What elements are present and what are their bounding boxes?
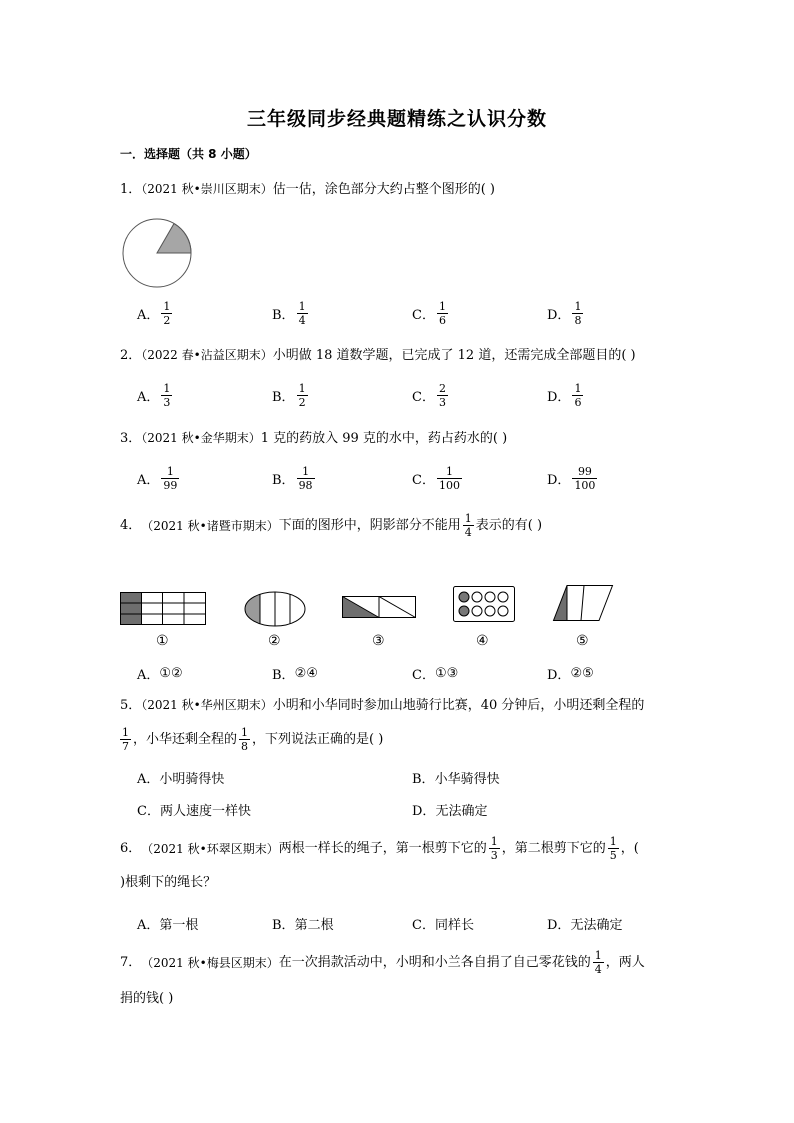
question-text: 估一估，涂色部分大约占整个图形的( ) — [272, 182, 495, 197]
question-source: （2021 秋•环翠区期末） — [141, 841, 279, 856]
numerator: 1 — [574, 382, 582, 395]
question-source: （2021 秋•金华期末） — [141, 431, 261, 445]
fraction — [489, 835, 500, 862]
numerator: 1 — [609, 835, 617, 848]
option-label: D． — [547, 473, 571, 488]
question-source: （2021 秋•梅县区期末） — [141, 955, 279, 970]
figure-2-ellipse — [244, 591, 306, 627]
question-7-line-2: 捐的钱( ) — [120, 991, 174, 1006]
option-label: D． — [412, 804, 436, 819]
figure-3-triangles — [342, 596, 416, 618]
denominator: 3 — [163, 396, 171, 409]
option-label: D． — [547, 918, 571, 933]
question-number: 7． — [120, 954, 142, 970]
fraction — [120, 726, 131, 753]
numerator: 1 — [163, 382, 171, 395]
q3-option-a[interactable] — [137, 465, 181, 492]
figure-4-circles — [453, 586, 515, 622]
option-text: 无法确定 — [435, 804, 488, 819]
question-number: 2． — [120, 348, 142, 363]
numerator: 1 — [490, 835, 498, 848]
q1-option-b[interactable] — [272, 300, 310, 327]
numerator: 1 — [298, 382, 306, 395]
denominator: 3 — [490, 849, 498, 862]
option-label: A． — [137, 390, 160, 405]
option-label: A． — [137, 473, 160, 488]
q1-option-a[interactable] — [137, 300, 174, 327]
numerator: 1 — [438, 300, 446, 313]
denominator: 4 — [298, 314, 306, 327]
denominator: 6 — [574, 396, 582, 409]
option-label: B． — [272, 668, 295, 683]
question-text: 两根一样长的绳子，第一根剪下它的 — [278, 840, 487, 856]
numerator: 1 — [241, 726, 249, 739]
option-label: C． — [412, 668, 435, 683]
numerator: 1 — [594, 949, 602, 962]
question-text: 小明做 18 道数学题，已完成了 12 道，还需完成全部题目的( ) — [272, 348, 636, 363]
question-text: 下面的图形中，阴影部分不能用 — [278, 517, 461, 533]
figure-1-grid — [120, 592, 206, 625]
question-number: 4． — [120, 517, 142, 533]
option-label: C． — [412, 390, 435, 405]
q5-option-b[interactable] — [412, 768, 500, 787]
question-number: 3． — [120, 431, 142, 446]
fraction — [161, 382, 172, 409]
figure-label-1: ① — [156, 633, 169, 649]
denominator: 8 — [241, 740, 249, 753]
denominator: 7 — [122, 740, 129, 753]
option-label: B． — [272, 390, 295, 405]
section-heading: 一．选择题（共 8 小题） — [120, 147, 257, 161]
option-text: 第二根 — [294, 918, 334, 933]
question-text: ，第二根剪下它的 — [501, 840, 606, 856]
option-text: 小明骑得快 — [159, 772, 225, 787]
denominator: 100 — [438, 479, 460, 492]
numerator: 1 — [464, 512, 472, 525]
fraction — [297, 465, 315, 492]
figure-label-4: ④ — [476, 633, 489, 649]
option-label: D． — [547, 308, 571, 323]
figure-5-parallelogram — [553, 585, 613, 621]
q4-option-a[interactable] — [137, 664, 183, 683]
q2-option-b[interactable] — [272, 382, 310, 409]
numerator: 1 — [445, 465, 453, 478]
option-label: D． — [547, 390, 571, 405]
question-source: （2021 秋•华州区期末） — [141, 698, 273, 712]
q1-option-d[interactable] — [547, 300, 585, 327]
option-label: C． — [412, 473, 435, 488]
q6-option-d[interactable] — [547, 914, 622, 933]
question-5 — [120, 696, 644, 715]
question-4 — [120, 512, 542, 539]
option-label: A． — [137, 772, 160, 787]
question-number: 5． — [120, 698, 142, 713]
fraction — [297, 382, 308, 409]
numerator: 1 — [298, 300, 306, 313]
question-text-end: ，下列说法正确的是( ) — [252, 731, 384, 747]
fraction — [161, 465, 179, 492]
figure-label-3: ③ — [372, 633, 385, 649]
q5-option-a[interactable] — [137, 768, 224, 787]
fraction — [463, 512, 474, 539]
question-6 — [120, 835, 639, 862]
option-label: D． — [547, 668, 571, 683]
denominator: 98 — [298, 479, 313, 492]
numerator: 1 — [302, 465, 310, 478]
option-label: C． — [412, 308, 435, 323]
denominator: 6 — [438, 314, 446, 327]
denominator: 4 — [594, 963, 602, 976]
question-number: 1． — [120, 182, 142, 197]
question-text: 1 克的药放入 99 克的水中，药占药水的( ) — [260, 431, 508, 446]
option-label: A． — [137, 308, 160, 323]
question-6-line-2: )根剩下的绳长？ — [120, 875, 217, 890]
q2-option-a[interactable] — [137, 382, 174, 409]
option-label: B． — [272, 473, 295, 488]
q6-option-b[interactable] — [272, 914, 334, 933]
question-text: ，小华还剩全程的 — [133, 731, 238, 747]
fraction — [297, 300, 308, 327]
fraction — [161, 300, 172, 327]
option-label: A． — [137, 668, 160, 683]
option-label: C． — [137, 804, 160, 819]
option-text: 小华骑得快 — [434, 772, 500, 787]
fraction — [437, 300, 448, 327]
q6-option-c[interactable] — [412, 914, 474, 933]
q6-option-a[interactable] — [137, 914, 198, 933]
question-5-line-2 — [120, 726, 383, 753]
option-text: ②④ — [294, 666, 318, 681]
q5-option-d[interactable] — [412, 800, 487, 819]
numerator: 1 — [163, 300, 171, 313]
question-text-end: ，两人 — [605, 954, 645, 970]
fraction — [572, 382, 583, 409]
numerator: 1 — [122, 726, 129, 739]
q4-option-b[interactable] — [272, 664, 318, 683]
numerator: 1 — [166, 465, 174, 478]
question-1 — [120, 180, 495, 199]
option-text: ①② — [159, 666, 183, 681]
option-text: 第一根 — [159, 918, 199, 933]
q4-option-c[interactable] — [412, 664, 458, 683]
question-number: 6． — [120, 840, 142, 856]
figure-label-5: ⑤ — [576, 633, 589, 649]
option-text: ①③ — [434, 666, 459, 681]
pie-figure — [122, 218, 192, 288]
option-label: B． — [272, 918, 295, 933]
page-title: 三年级同步经典题精练之认识分数 — [246, 108, 547, 130]
option-text: 同样长 — [434, 918, 474, 933]
question-source: （2021 秋•诸暨市期末） — [141, 518, 279, 533]
option-label: B． — [412, 772, 435, 787]
fraction — [239, 726, 250, 753]
denominator: 8 — [574, 314, 582, 327]
question-source: （2021 秋•崇川区期末） — [141, 182, 273, 196]
denominator: 2 — [298, 396, 306, 409]
q5-option-c[interactable] — [137, 800, 251, 819]
question-3 — [120, 429, 507, 448]
numerator: 2 — [438, 382, 446, 395]
q3-option-b[interactable] — [272, 465, 317, 492]
denominator: 2 — [163, 314, 171, 327]
question-2 — [120, 346, 636, 365]
denominator: 3 — [438, 396, 446, 409]
fraction — [437, 382, 448, 409]
fraction — [572, 465, 597, 492]
q3-option-c[interactable] — [412, 465, 464, 492]
numerator: 1 — [574, 300, 582, 313]
q3-option-d[interactable] — [547, 465, 599, 492]
fraction — [572, 300, 583, 327]
denominator: 99 — [163, 479, 178, 492]
question-7 — [120, 949, 645, 976]
denominator: 100 — [574, 479, 596, 492]
option-text: 两人速度一样快 — [159, 804, 251, 819]
denominator: 5 — [609, 849, 617, 862]
q4-option-d[interactable] — [547, 664, 594, 683]
fraction — [593, 949, 604, 976]
figure-label-2: ② — [268, 633, 281, 649]
fraction — [608, 835, 619, 862]
question-text: 在一次捐款活动中，小明和小兰各自捐了自己零花钱的 — [278, 954, 591, 970]
q2-option-c[interactable] — [412, 382, 450, 409]
numerator: 99 — [577, 465, 592, 478]
question-source: （2022 春•沾益区期末） — [141, 348, 273, 362]
option-label: B． — [272, 308, 295, 323]
denominator: 4 — [464, 526, 472, 539]
fraction — [437, 465, 462, 492]
q2-option-d[interactable] — [547, 382, 585, 409]
option-label: A． — [137, 918, 160, 933]
question-text-end: 表示的有( ) — [475, 517, 543, 533]
question-text-end: ，( — [620, 840, 639, 856]
option-label: C． — [412, 918, 435, 933]
option-text: ②⑤ — [570, 666, 594, 681]
q1-option-c[interactable] — [412, 300, 450, 327]
question-text: 小明和小华同时参加山地骑行比赛，40 分钟后，小明还剩全程的 — [272, 698, 645, 713]
option-text: 无法确定 — [570, 918, 623, 933]
